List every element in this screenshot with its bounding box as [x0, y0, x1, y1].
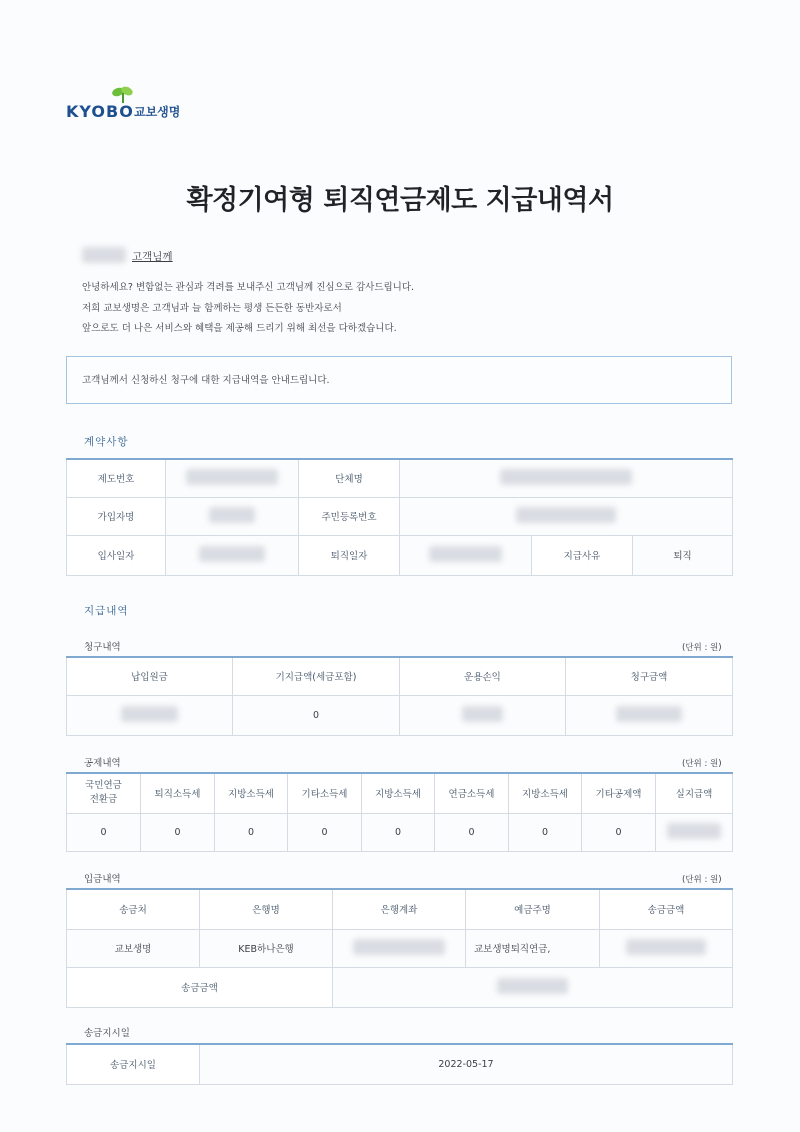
- payee-value: 교보생명: [67, 929, 200, 967]
- redacted-customer-name: [82, 247, 126, 263]
- deduction-value: 0: [509, 813, 582, 851]
- payment-section-title: 지급내역: [84, 605, 129, 617]
- redacted-value: [516, 507, 616, 523]
- deduction-header: 지방소득세: [215, 773, 288, 813]
- greeting-line: 안녕하세요? 변함없는 관심과 격려를 보내주신 고객님께 진심으로 감사드립니다.: [82, 282, 415, 293]
- claim-header: 운용손익: [400, 657, 566, 695]
- redacted-value: [121, 706, 179, 722]
- salutation-label: 고객님께: [132, 251, 173, 263]
- prior-paid-value: 0: [233, 695, 400, 735]
- deduction-header: 기타소득세: [288, 773, 362, 813]
- group-name-label: 단체명: [299, 459, 400, 497]
- deposit-header: 은행명: [200, 889, 333, 929]
- kyobo-logo: [66, 86, 266, 126]
- redacted-value: [186, 469, 278, 485]
- transfer-date-title: 송금지시일: [84, 1028, 130, 1039]
- holder-value: 교보생명퇴직연금,: [466, 929, 600, 967]
- transfer-date-label: 송금지시일: [67, 1044, 200, 1084]
- page-title: 확정기여형 퇴직연금제도 지급내역서: [186, 185, 614, 216]
- redacted-value: [616, 706, 682, 722]
- deduction-unit: (단위 : 원): [682, 759, 722, 769]
- transfer-date-value: 2022-05-17: [200, 1044, 733, 1084]
- redacted-value: [429, 546, 501, 562]
- plan-no-label: 제도번호: [67, 459, 166, 497]
- deposit-header: 예금주명: [466, 889, 600, 929]
- group-name-value: [400, 459, 733, 497]
- deposit-header: 송금처: [67, 889, 200, 929]
- account-value: [333, 929, 466, 967]
- notice-box: [66, 356, 732, 404]
- deduction-value: 0: [288, 813, 362, 851]
- bank-value: KEB하나은행: [200, 929, 333, 967]
- member-value: [166, 497, 299, 535]
- logo-ko: 교보생명: [134, 105, 181, 119]
- principal-value: [67, 695, 233, 735]
- retire-date-value: [400, 535, 532, 575]
- deduction-value: 0: [582, 813, 656, 851]
- join-date-label: 입사일자: [67, 535, 166, 575]
- redacted-value: [199, 546, 265, 562]
- redacted-value: [209, 507, 255, 523]
- notice-text: 고객님께서 신청하신 청구에 대한 지급내역을 안내드립니다.: [82, 375, 330, 386]
- redacted-value: [353, 939, 445, 955]
- deduction-value: 0: [435, 813, 509, 851]
- deduction-value: 0: [67, 813, 141, 851]
- join-date-value: [166, 535, 299, 575]
- greeting-line: 앞으로도 더 나은 서비스와 혜택을 제공해 드리기 위해 최선을 다하겠습니다.: [82, 323, 397, 334]
- deposit-header: 송금금액: [600, 889, 733, 929]
- total-transfer-label: 송금금액: [67, 967, 333, 1007]
- claim-amount-value: [566, 695, 733, 735]
- claim-header: 청구금액: [566, 657, 733, 695]
- deduction-header: 기타공제액: [582, 773, 656, 813]
- retire-date-label: 퇴직일자: [299, 535, 400, 575]
- resident-no-label: 주민등록번호: [299, 497, 400, 535]
- deduction-header: 국민연금 전환금: [67, 773, 141, 813]
- member-label: 가입자명: [67, 497, 166, 535]
- redacted-value: [500, 469, 633, 485]
- deposit-table: [66, 888, 733, 1008]
- investment-return-value: [400, 695, 566, 735]
- transfer-amount-value: [600, 929, 733, 967]
- total-transfer-value: [333, 967, 733, 1007]
- claim-table: [66, 656, 733, 736]
- deduction-value: 0: [362, 813, 435, 851]
- reason-value: 퇴직: [633, 535, 733, 575]
- customer-salutation: [68, 245, 248, 267]
- claim-header: 납입원금: [67, 657, 233, 695]
- deposit-unit: (단위 : 원): [682, 875, 722, 885]
- deposit-header: 은행계좌: [333, 889, 466, 929]
- deduction-table: [66, 772, 733, 852]
- deposit-title: 입금내역: [84, 874, 121, 885]
- greeting-line: 저희 교보생명은 고객님과 늘 함께하는 평생 든든한 동반자로서: [82, 302, 342, 314]
- redacted-value: [462, 706, 503, 722]
- redacted-value: [497, 978, 569, 994]
- greeting-text: [82, 278, 414, 340]
- resident-no-value: [400, 497, 733, 535]
- claim-header: 기지급액(세금포함): [233, 657, 400, 695]
- net-payment-value: [656, 813, 733, 851]
- reason-label: 지급사유: [532, 535, 633, 575]
- deduction-header: 연금소득세: [435, 773, 509, 813]
- contract-table: [66, 458, 733, 576]
- claim-unit: (단위 : 원): [682, 643, 722, 653]
- contract-section-title: 계약사항: [84, 436, 129, 448]
- redacted-value: [667, 823, 720, 839]
- deduction-value: 0: [215, 813, 288, 851]
- deduction-value: 0: [141, 813, 215, 851]
- deduction-header: 지방소득세: [362, 773, 435, 813]
- logo-en: KYOBO: [66, 102, 134, 121]
- claim-title: 청구내역: [84, 642, 121, 653]
- deduction-header: 실지급액: [656, 773, 733, 813]
- deduction-title: 공제내역: [84, 758, 121, 769]
- deduction-header: 지방소득세: [509, 773, 582, 813]
- redacted-value: [626, 939, 705, 955]
- transfer-date-table: [66, 1043, 733, 1085]
- plan-no-value: [166, 459, 299, 497]
- deduction-header: 퇴직소득세: [141, 773, 215, 813]
